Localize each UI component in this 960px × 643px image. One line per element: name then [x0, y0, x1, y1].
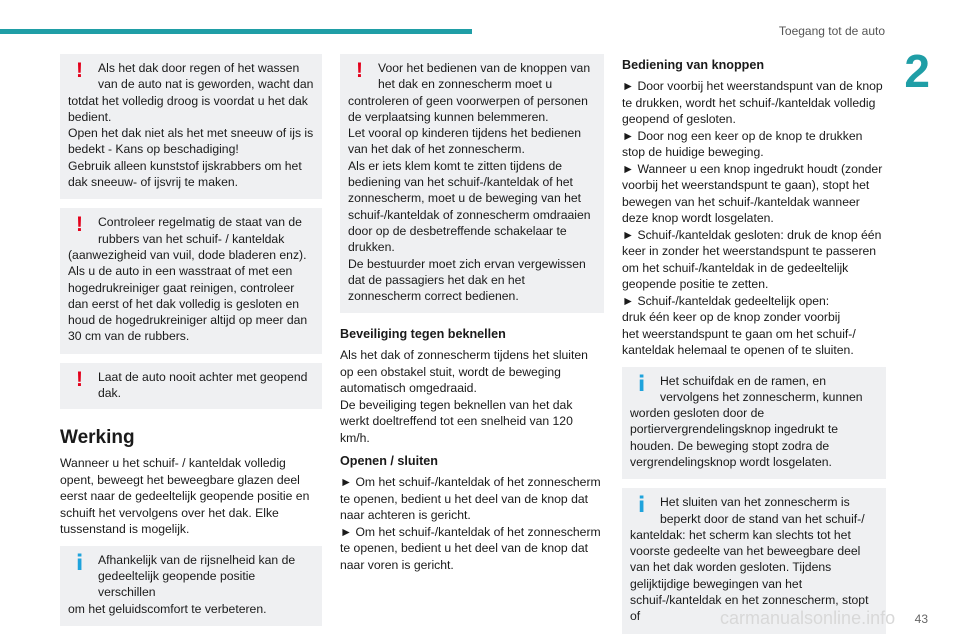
- section-heading: Werking: [60, 427, 135, 449]
- warning-text-lead: Als het dak door regen of het wassen van de auto nat is geworden, wacht dan: [98, 61, 314, 92]
- info-text-lead: Het sluiten van het zonnescherm is beperkt door de stand van het schuif-/: [660, 495, 865, 526]
- warning-text-lead: Laat de auto nooit achter met geopend dak.: [98, 369, 308, 401]
- warning-text-lead: Voor het bedienen van de knoppen van het dak en zonnescherm moet u: [378, 61, 591, 92]
- info-text-lead: Het schuifdak en de ramen, en vervolgens het zonnescherm, kunnen: [660, 373, 863, 404]
- info-text: om het geluidscomfort te verbeteren.: [68, 601, 267, 616]
- warning-box: [60, 54, 322, 199]
- subsection-heading: Bediening van knoppen: [622, 58, 765, 72]
- warning-icon: !: [76, 213, 83, 237]
- page-number: 43: [914, 612, 928, 626]
- warning-icon: !: [76, 367, 83, 391]
- column-right: [622, 54, 886, 643]
- info-icon: i: [76, 550, 84, 575]
- warning-box: [60, 363, 322, 410]
- info-text: kanteldak: het scherm kan slechts tot het voorste gedeelte van het beweegbare deel van het dak worden gesloten. Tijdens gelijktijdige bewegingen van het schuif-/kanteldak en het zonnescherm, stopt of: [630, 527, 869, 624]
- warning-text: (aanwezigheid van vuil, dode bladeren enz). Als u de auto in een wasstraat of met een hogedrukreiniger gaat reinigen, controleer dan eerst of het dak volledig is gesloten en houd de hogedrukreiniger altijd op meer dan 30 cm van de rubbers.: [68, 247, 308, 344]
- warning-icon: !: [76, 59, 83, 82]
- column-middle: [340, 54, 604, 573]
- warning-text: controleren of geen voorwerpen of personen de verplaatsing kunnen belemmeren. Let vooral op kinderen tijdens het bedienen van het dak of het zonnescherm. Als er iets klem komt te zitten tijdens de bediening van het schuif-/kanteldak of het zonnescherm, moet u de beweging van het schuif-/kanteldak of zonnescherm omdraaien door op de desbetreffende schakelaar te drukken. De bestuurder moet zich ervan vergewissen dat de passagiers het dak en het zonnescherm correct bedienen.: [348, 93, 591, 304]
- warning-text-lead: Controleer regelmatig de staat van de rubbers van het schuif- / kanteldak: [98, 215, 302, 246]
- body-paragraph: Wanneer u het schuif- / kanteldak volledig opent, beweegt het beweegbare glazen deel eerst naar de gedeeltelijk geopende positie en schuift het vervolgens over het dak. Elke tussenstand is mogelijk.: [60, 456, 310, 537]
- info-icon: i: [638, 493, 646, 518]
- chapter-color-bar: [0, 29, 472, 34]
- info-text-lead: Afhankelijk van de rijsnelheid kan de gedeeltelijk geopende positie verschillen: [98, 552, 296, 600]
- subsection-heading: Beveiliging tegen beknellen: [340, 327, 506, 342]
- warning-box: [60, 208, 322, 353]
- body-paragraph: Als het dak of zonnescherm tijdens het sluiten op een obstakel stuit, wordt de beweging automatisch omgedraaid. De beveiliging tegen beknellen van het dak werkt doeltreffend tot een snelheid van 120 km/h.: [340, 348, 588, 445]
- body-paragraph: ► Door voorbij het weerstandspunt van de knop te drukken, wordt het schuif-/kanteldak volledig geopend of gesloten. ► Door nog een keer op de knop te drukken stop de huidige beweging. ► Wanneer u een knop ingedrukt houdt (zonder voorbij het weerstandspunt te gaan), stopt het bewegen van het schuif-/kanteldak wanneer deze knop wordt losgelaten. ► Schuif-/kanteldak gesloten: druk de knop één keer in zonder het weerstandspunt te passeren om het schuif-/kanteldak in de gedeeltelijk geopende positie te zetten. ► Schuif-/kanteldak gedeeltelijk open: druk één keer op de knop zonder voorbij het weerstandspunt te gaan om het schuif-/ kanteldak helemaal te openen of te sluiten.: [622, 79, 883, 357]
- body-paragraph: ► Om het schuif-/kanteldak of het zonnescherm te openen, bedient u het deel van de knop dat naar achteren is gericht. ► Om het schuif-/kanteldak of het zonnescherm te openen, bedient u het deel van de knop dat naar voren is gericht.: [340, 475, 601, 572]
- watermark: carmanualsonline.info: [720, 608, 896, 628]
- column-left: [60, 54, 322, 635]
- info-box: [622, 367, 886, 480]
- info-icon: i: [638, 371, 646, 396]
- subsection-heading: Openen / sluiten: [340, 454, 438, 469]
- warning-icon: !: [356, 59, 363, 82]
- warning-box: [340, 54, 604, 313]
- info-text: worden gesloten door de portiervergrendelingsknop ingedrukt te houden. De beweging stopt zodra de vergrendelingsknop wordt losgelaten.: [630, 406, 838, 469]
- chapter-number: 2: [904, 45, 930, 97]
- info-box: [60, 546, 322, 626]
- warning-text: totdat het volledig droog is voordat u het dak bedient. Open het dak niet als het met sneeuw of ijs is bedekt - Kans op beschadiging! Gebruik alleen kunststof ijskrabbers om het dak sneeuw- of ijsvrij te maken.: [68, 93, 314, 190]
- section-title: Toegang tot de auto: [778, 24, 885, 38]
